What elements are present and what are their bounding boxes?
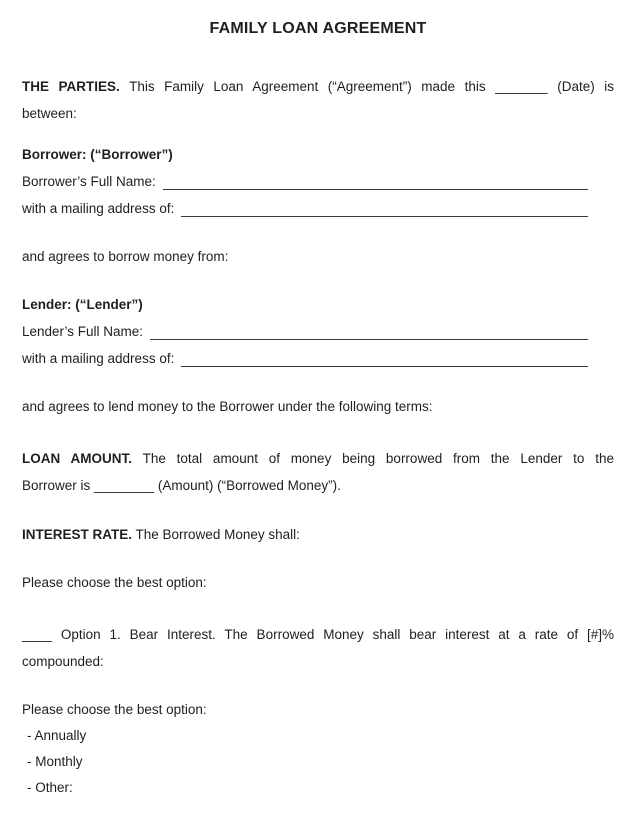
page-title: FAMILY LOAN AGREEMENT xyxy=(209,20,427,37)
lender-address-blank xyxy=(181,366,588,367)
option1-paragraph xyxy=(22,621,614,675)
loan-amount-line-2: Borrower is ________ (Amount) (“Borrowed Money”). xyxy=(22,478,341,493)
loan-amount-line-1 xyxy=(22,445,614,472)
interest-rate-text: The Borrowed Money shall: xyxy=(135,527,300,542)
lender-name-label: Lender’s Full Name: xyxy=(22,324,144,339)
choose-option-prompt-2: Please choose the best option: xyxy=(22,702,207,717)
loan-amount-text: The total amount of money being borrowed from the Lender to the xyxy=(142,451,614,466)
option1-line-2: compounded: xyxy=(22,654,104,669)
lender-address-row xyxy=(22,345,614,372)
parties-label: THE PARTIES. xyxy=(22,79,120,94)
lender-section xyxy=(22,291,614,372)
borrow-from-paragraph: and agrees to borrow money from: xyxy=(22,249,229,264)
compound-options-list xyxy=(22,723,614,801)
parties-line-1 xyxy=(22,73,614,100)
parties-text: This Family Loan Agreement (“Agreement”) made this _______ (Date) is xyxy=(129,79,614,94)
interest-rate-paragraph xyxy=(22,521,614,548)
borrower-heading: Borrower: (“Borrower”) xyxy=(22,147,173,162)
list-item-annually: - Annually xyxy=(27,728,87,743)
choose-option-prompt-1: Please choose the best option: xyxy=(22,575,207,590)
borrower-address-blank xyxy=(181,216,588,217)
parties-line-2: between: xyxy=(22,106,77,121)
lend-terms-paragraph: and agrees to lend money to the Borrower under the following terms: xyxy=(22,399,433,414)
borrower-name-blank xyxy=(163,189,588,190)
parties-paragraph xyxy=(22,73,614,127)
list-item-other: - Other: xyxy=(27,780,73,795)
option1-line-1: ____ Option 1. Bear Interest. The Borrowed Money shall bear interest at a rate of [#]% xyxy=(22,627,614,642)
borrower-address-label: with a mailing address of: xyxy=(22,201,175,216)
loan-amount-label: LOAN AMOUNT. xyxy=(22,451,133,466)
lender-heading: Lender: (“Lender”) xyxy=(22,297,143,312)
lender-address-label: with a mailing address of: xyxy=(22,351,175,366)
borrower-name-label: Borrower’s Full Name: xyxy=(22,174,156,189)
borrower-address-row xyxy=(22,195,614,222)
lender-name-row xyxy=(22,318,614,345)
borrower-section xyxy=(22,141,614,222)
interest-rate-label: INTEREST RATE. xyxy=(22,527,133,542)
borrower-name-row xyxy=(22,168,614,195)
list-item-monthly: - Monthly xyxy=(27,754,83,769)
loan-amount-paragraph xyxy=(22,445,614,499)
lender-name-blank xyxy=(150,339,588,340)
